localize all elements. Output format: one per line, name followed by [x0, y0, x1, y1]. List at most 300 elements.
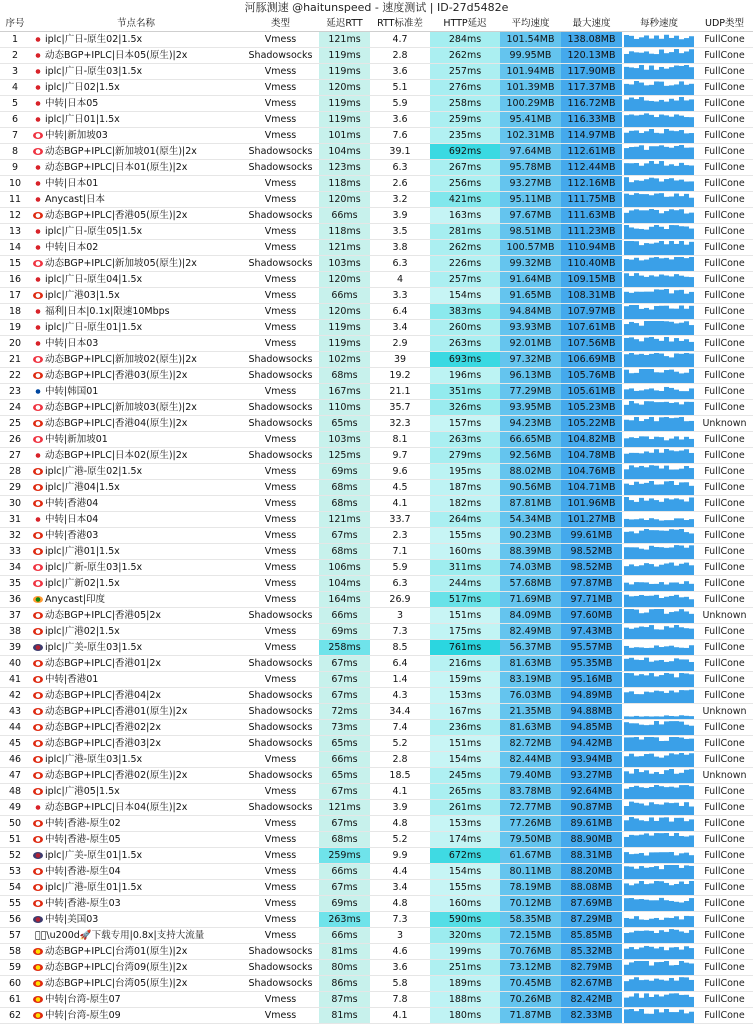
sparkline-bar — [649, 595, 654, 606]
udp-type-value: FullCone — [696, 944, 753, 960]
sparkline-bar — [629, 401, 634, 415]
rtt-value: 67ms — [319, 656, 370, 672]
sparkline-bar — [689, 545, 694, 559]
country-flag-icon — [33, 804, 43, 811]
sparkline-bar — [674, 518, 679, 527]
node-type: Shadowsocks — [242, 48, 319, 64]
sparkline-bar — [669, 308, 674, 318]
sparkline-bar — [624, 756, 629, 767]
node-name: 中转|韩国01 — [45, 386, 99, 397]
node-name: 动态BGP+IPLC|香港04|2x — [45, 690, 162, 701]
sparkline-bar — [674, 658, 679, 671]
udp-type-value: FullCone — [696, 560, 753, 576]
sparkline-bar — [689, 197, 694, 206]
sparkline-bar — [659, 919, 664, 926]
sparkline-bar — [679, 482, 684, 495]
sparkline-bar — [649, 337, 654, 351]
sparkline-bar — [639, 997, 644, 1006]
sparkline-bar — [634, 403, 639, 415]
max-speed-value: 110.94MB — [561, 240, 622, 256]
node-name: Anycast|日本 — [45, 194, 106, 205]
rtt-value: 68ms — [319, 368, 370, 384]
sparkline-bar — [644, 919, 649, 926]
sparkline-bar — [679, 518, 684, 527]
sparkline-bar — [654, 449, 659, 463]
sparkline-bar — [624, 241, 629, 255]
rtt-stddev-value: 3 — [370, 928, 430, 944]
sparkline-bar — [674, 243, 679, 254]
sparkline-bar — [684, 673, 689, 687]
sparkline-bar — [639, 772, 644, 783]
sparkline-bar — [639, 820, 644, 831]
max-speed-value: 105.22MB — [561, 416, 622, 432]
sparkline-bar — [624, 722, 629, 735]
sparkline-bar — [629, 647, 634, 654]
sparkline-bar — [634, 694, 639, 703]
avg-speed-value: 95.11MB — [500, 192, 561, 208]
sparkline-bar — [624, 132, 629, 142]
speed-sparkline — [624, 49, 694, 63]
per-second-speed-sparkline — [622, 608, 696, 624]
sparkline-bar — [659, 390, 664, 398]
table-row — [0, 272, 753, 288]
sparkline-bar — [674, 947, 679, 959]
sparkline-bar — [689, 916, 694, 927]
country-flag-icon — [33, 68, 43, 75]
sparkline-bar — [664, 865, 669, 879]
max-speed-value: 111.23MB — [561, 224, 622, 240]
header-avg-speed: 平均速度 — [500, 16, 561, 32]
per-second-speed-sparkline — [622, 928, 696, 944]
node-name-cell — [30, 960, 242, 976]
udp-type-value: FullCone — [696, 496, 753, 512]
node-name-cell — [30, 608, 242, 624]
sparkline-bar — [639, 180, 644, 190]
node-name: iplc|广美-原生01|1.5x — [45, 850, 143, 861]
sparkline-bar — [679, 961, 684, 975]
rtt-stddev-value: 18.5 — [370, 768, 430, 784]
sparkline-bar — [629, 584, 634, 591]
table-row — [0, 592, 753, 608]
per-second-speed-sparkline — [622, 576, 696, 592]
sparkline-bar — [639, 980, 644, 991]
speed-sparkline — [624, 961, 694, 975]
per-second-speed-sparkline — [622, 368, 696, 384]
sparkline-bar — [624, 354, 629, 367]
sparkline-bar — [679, 196, 684, 207]
sparkline-bar — [634, 68, 639, 79]
sparkline-bar — [669, 276, 674, 287]
sparkline-bar — [649, 369, 654, 383]
speed-sparkline — [624, 385, 694, 399]
sparkline-bar — [684, 421, 689, 431]
avg-speed-value: 77.29MB — [500, 384, 561, 400]
sparkline-bar — [644, 35, 649, 47]
sparkline-bar — [659, 145, 664, 159]
per-second-speed-sparkline — [622, 736, 696, 752]
node-name-cell — [30, 80, 242, 96]
per-second-speed-sparkline — [622, 560, 696, 576]
sparkline-bar — [649, 852, 654, 863]
avg-speed-value: 57.68MB — [500, 576, 561, 592]
sparkline-bar — [679, 647, 684, 654]
sparkline-bar — [669, 209, 674, 223]
speed-sparkline — [624, 369, 694, 383]
sparkline-bar — [674, 901, 679, 910]
rtt-stddev-value: 4.8 — [370, 896, 430, 912]
node-name: iplc|广港04|1.5x — [45, 482, 120, 493]
max-speed-value: 105.76MB — [561, 368, 622, 384]
sparkline-bar — [684, 466, 689, 479]
avg-speed-value: 94.23MB — [500, 416, 561, 432]
table-row — [0, 704, 753, 720]
row-index: 47 — [0, 768, 30, 784]
max-speed-value: 88.31MB — [561, 848, 622, 864]
row-index: 31 — [0, 512, 30, 528]
sparkline-bar — [674, 49, 679, 63]
rtt-stddev-value: 9.9 — [370, 848, 430, 864]
node-name-cell — [30, 864, 242, 880]
sparkline-bar — [649, 583, 654, 590]
sparkline-bar — [634, 609, 639, 622]
sparkline-bar — [679, 690, 684, 703]
sparkline-bar — [669, 293, 674, 303]
sparkline-bar — [634, 146, 639, 158]
sparkline-bar — [659, 452, 664, 462]
sparkline-bar — [624, 866, 629, 879]
table-row — [0, 128, 753, 144]
sparkline-bar — [649, 946, 654, 958]
max-speed-value: 104.78MB — [561, 448, 622, 464]
udp-type-value: FullCone — [696, 672, 753, 688]
header-index: 序号 — [0, 16, 30, 32]
avg-speed-value: 98.51MB — [500, 224, 561, 240]
sparkline-bar — [674, 389, 679, 398]
avg-speed-value: 58.35MB — [500, 912, 561, 928]
row-index: 41 — [0, 672, 30, 688]
table-row — [0, 320, 753, 336]
udp-type-value: FullCone — [696, 816, 753, 832]
avg-speed-value: 92.01MB — [500, 336, 561, 352]
max-speed-value: 88.20MB — [561, 864, 622, 880]
udp-type-value: FullCone — [696, 544, 753, 560]
sparkline-bar — [654, 193, 659, 206]
row-index: 54 — [0, 880, 30, 896]
sparkline-bar — [684, 754, 689, 766]
http-latency-value: 189ms — [430, 976, 500, 992]
node-name-cell — [30, 688, 242, 704]
sparkline-bar — [654, 306, 659, 319]
sparkline-bar — [629, 691, 634, 703]
sparkline-bar — [634, 99, 639, 111]
sparkline-bar — [639, 565, 644, 575]
country-flag-icon — [33, 916, 43, 923]
node-name-cell — [30, 224, 242, 240]
speed-sparkline — [624, 769, 694, 783]
max-speed-value: 95.16MB — [561, 672, 622, 688]
avg-speed-value: 94.84MB — [500, 304, 561, 320]
sparkline-bar — [689, 865, 694, 878]
sparkline-bar — [649, 545, 654, 558]
sparkline-bar — [689, 325, 694, 335]
sparkline-bar — [649, 609, 654, 623]
http-latency-value: 226ms — [430, 256, 500, 272]
sparkline-bar — [639, 275, 644, 286]
sparkline-bar — [649, 291, 654, 302]
http-latency-value: 251ms — [430, 960, 500, 976]
table-row — [0, 656, 753, 672]
sparkline-bar — [679, 130, 684, 143]
sparkline-bar — [659, 961, 664, 974]
node-name-cell — [30, 944, 242, 960]
sparkline-bar — [664, 673, 669, 687]
row-index: 35 — [0, 576, 30, 592]
sparkline-bar — [629, 241, 634, 255]
sparkline-bar — [649, 786, 654, 798]
sparkline-bar — [679, 1009, 684, 1022]
sparkline-bar — [659, 468, 664, 478]
max-speed-value: 98.52MB — [561, 560, 622, 576]
table-row — [0, 752, 753, 768]
sparkline-bar — [659, 629, 664, 638]
sparkline-bar — [659, 582, 664, 591]
http-latency-value: 154ms — [430, 752, 500, 768]
sparkline-bar — [659, 437, 664, 447]
rtt-stddev-value: 34.4 — [370, 704, 430, 720]
per-second-speed-sparkline — [622, 32, 696, 48]
sparkline-bar — [649, 195, 654, 207]
sparkline-bar — [669, 993, 674, 1007]
sparkline-bar — [684, 836, 689, 846]
sparkline-bar — [679, 353, 684, 366]
sparkline-bar — [669, 259, 674, 271]
sparkline-bar — [664, 994, 669, 1006]
node-type: Vmess — [242, 992, 319, 1008]
udp-type-value: FullCone — [696, 464, 753, 480]
http-latency-value: 167ms — [430, 704, 500, 720]
row-index: 51 — [0, 832, 30, 848]
http-latency-value: 160ms — [430, 896, 500, 912]
rtt-value: 164ms — [319, 592, 370, 608]
node-type: Shadowsocks — [242, 448, 319, 464]
sparkline-bar — [679, 627, 684, 639]
sparkline-bar — [654, 609, 659, 623]
sparkline-bar — [644, 113, 649, 127]
udp-type-value: FullCone — [696, 992, 753, 1008]
country-flag-icon — [33, 244, 43, 251]
sparkline-bar — [659, 372, 664, 383]
sparkline-bar — [639, 548, 644, 558]
udp-type-value: FullCone — [696, 832, 753, 848]
sparkline-bar — [664, 257, 669, 270]
sparkline-bar — [674, 545, 679, 559]
row-index: 20 — [0, 336, 30, 352]
sparkline-bar — [624, 115, 629, 127]
sparkline-bar — [664, 917, 669, 926]
sparkline-bar — [674, 582, 679, 591]
sparkline-bar — [644, 389, 649, 399]
rtt-value: 81ms — [319, 1008, 370, 1024]
sparkline-bar — [669, 753, 674, 767]
sparkline-bar — [624, 389, 629, 399]
sparkline-bar — [639, 613, 644, 623]
per-second-speed-sparkline — [622, 768, 696, 784]
max-speed-value: 93.27MB — [561, 768, 622, 784]
country-flag-icon — [33, 212, 43, 219]
rtt-stddev-value: 3.5 — [370, 224, 430, 240]
country-flag-icon — [33, 436, 43, 443]
sparkline-bar — [679, 450, 684, 462]
rtt-value: 87ms — [319, 992, 370, 1008]
rtt-stddev-value: 4.1 — [370, 784, 430, 800]
sparkline-bar — [654, 1009, 659, 1023]
sparkline-bar — [669, 147, 674, 158]
rtt-stddev-value: 5.9 — [370, 560, 430, 576]
sparkline-bar — [644, 979, 649, 990]
sparkline-bar — [634, 930, 639, 942]
sparkline-bar — [634, 853, 639, 862]
sparkline-bar — [644, 529, 649, 543]
sparkline-bar — [664, 417, 669, 431]
node-name: 中转|日本05 — [45, 98, 99, 109]
udp-type-value: FullCone — [696, 448, 753, 464]
per-second-speed-sparkline — [622, 784, 696, 800]
max-speed-value: 95.57MB — [561, 640, 622, 656]
node-name: 中转|香港03 — [45, 530, 99, 541]
speed-sparkline — [624, 417, 694, 431]
node-name: 动态BGP+IPLC|香港03(原生)|2x — [45, 370, 188, 381]
sparkline-bar — [624, 404, 629, 414]
sparkline-bar — [629, 305, 634, 319]
sparkline-bar — [679, 949, 684, 958]
sparkline-bar — [649, 737, 654, 751]
http-latency-value: 421ms — [430, 192, 500, 208]
node-name: 动态BGP+IPLC|香港02(原生)|2x — [45, 770, 188, 781]
sparkline-bar — [624, 771, 629, 783]
sparkline-bar — [689, 485, 694, 494]
max-speed-value: 105.61MB — [561, 384, 622, 400]
http-latency-value: 174ms — [430, 832, 500, 848]
sparkline-bar — [689, 36, 694, 47]
node-type: Vmess — [242, 912, 319, 928]
sparkline-bar — [679, 721, 684, 734]
per-second-speed-sparkline — [622, 432, 696, 448]
max-speed-value: 93.94MB — [561, 752, 622, 768]
sparkline-bar — [634, 323, 639, 335]
rtt-value: 81ms — [319, 944, 370, 960]
sparkline-bar — [689, 855, 694, 863]
sparkline-bar — [629, 564, 634, 575]
max-speed-value: 104.71MB — [561, 480, 622, 496]
row-index: 57 — [0, 928, 30, 944]
avg-speed-value: 79.50MB — [500, 832, 561, 848]
node-type: Vmess — [242, 896, 319, 912]
table-row — [0, 1008, 753, 1024]
node-name: iplc|广港01|1.5x — [45, 546, 120, 557]
speed-sparkline — [624, 401, 694, 415]
row-index: 56 — [0, 912, 30, 928]
per-second-speed-sparkline — [622, 624, 696, 640]
avg-speed-value: 70.26MB — [500, 992, 561, 1008]
sparkline-bar — [659, 724, 664, 735]
sparkline-bar — [644, 612, 649, 622]
sparkline-bar — [674, 35, 679, 46]
sparkline-bar — [674, 855, 679, 863]
rtt-stddev-value: 3 — [370, 608, 430, 624]
sparkline-bar — [674, 677, 679, 687]
avg-speed-value: 81.63MB — [500, 720, 561, 736]
udp-type-value: FullCone — [696, 528, 753, 544]
per-second-speed-sparkline — [622, 352, 696, 368]
sparkline-bar — [644, 229, 649, 238]
udp-type-value: FullCone — [696, 720, 753, 736]
sparkline-bar — [654, 276, 659, 287]
max-speed-value: 116.33MB — [561, 112, 622, 128]
max-speed-value: 112.44MB — [561, 160, 622, 176]
sparkline-bar — [659, 484, 664, 495]
table-row — [0, 96, 753, 112]
table-row — [0, 256, 753, 272]
per-second-speed-sparkline — [622, 992, 696, 1008]
avg-speed-value: 97.32MB — [500, 352, 561, 368]
sparkline-bar — [674, 100, 679, 110]
sparkline-bar — [684, 865, 689, 879]
sparkline-bar — [624, 898, 629, 911]
sparkline-bar — [689, 519, 694, 527]
sparkline-bar — [654, 146, 659, 159]
sparkline-bar — [684, 532, 689, 543]
sparkline-bar — [639, 145, 644, 159]
sparkline-bar — [684, 785, 689, 799]
sparkline-bar — [664, 740, 669, 750]
sparkline-bar — [689, 257, 694, 271]
table-row — [0, 528, 753, 544]
node-name-cell — [30, 896, 242, 912]
http-latency-value: 154ms — [430, 864, 500, 880]
node-name-cell — [30, 464, 242, 480]
sparkline-bar — [679, 145, 684, 159]
sparkline-bar — [639, 724, 644, 734]
row-index: 27 — [0, 448, 30, 464]
table-row — [0, 912, 753, 928]
max-speed-value: 107.56MB — [561, 336, 622, 352]
country-flag-icon — [33, 276, 43, 283]
http-latency-value: 257ms — [430, 64, 500, 80]
table-row — [0, 816, 753, 832]
sparkline-bar — [679, 563, 684, 574]
sparkline-bar — [659, 691, 664, 703]
country-flag-icon — [33, 516, 43, 523]
rtt-stddev-value: 2.9 — [370, 336, 430, 352]
node-name-cell — [30, 720, 242, 736]
country-flag-icon — [33, 484, 43, 491]
sparkline-bar — [659, 757, 664, 766]
sparkline-bar — [629, 275, 634, 286]
udp-type-value: FullCone — [696, 64, 753, 80]
row-index: 39 — [0, 640, 30, 656]
sparkline-bar — [649, 38, 654, 46]
max-speed-value: 101.27MB — [561, 512, 622, 528]
node-type: Vmess — [242, 464, 319, 480]
sparkline-bar — [644, 884, 649, 895]
rtt-value: 121ms — [319, 512, 370, 528]
per-second-speed-sparkline — [622, 640, 696, 656]
avg-speed-value: 90.23MB — [500, 528, 561, 544]
table-row — [0, 544, 753, 560]
sparkline-bar — [634, 756, 639, 767]
sparkline-bar — [674, 754, 679, 767]
rtt-stddev-value: 5.1 — [370, 80, 430, 96]
